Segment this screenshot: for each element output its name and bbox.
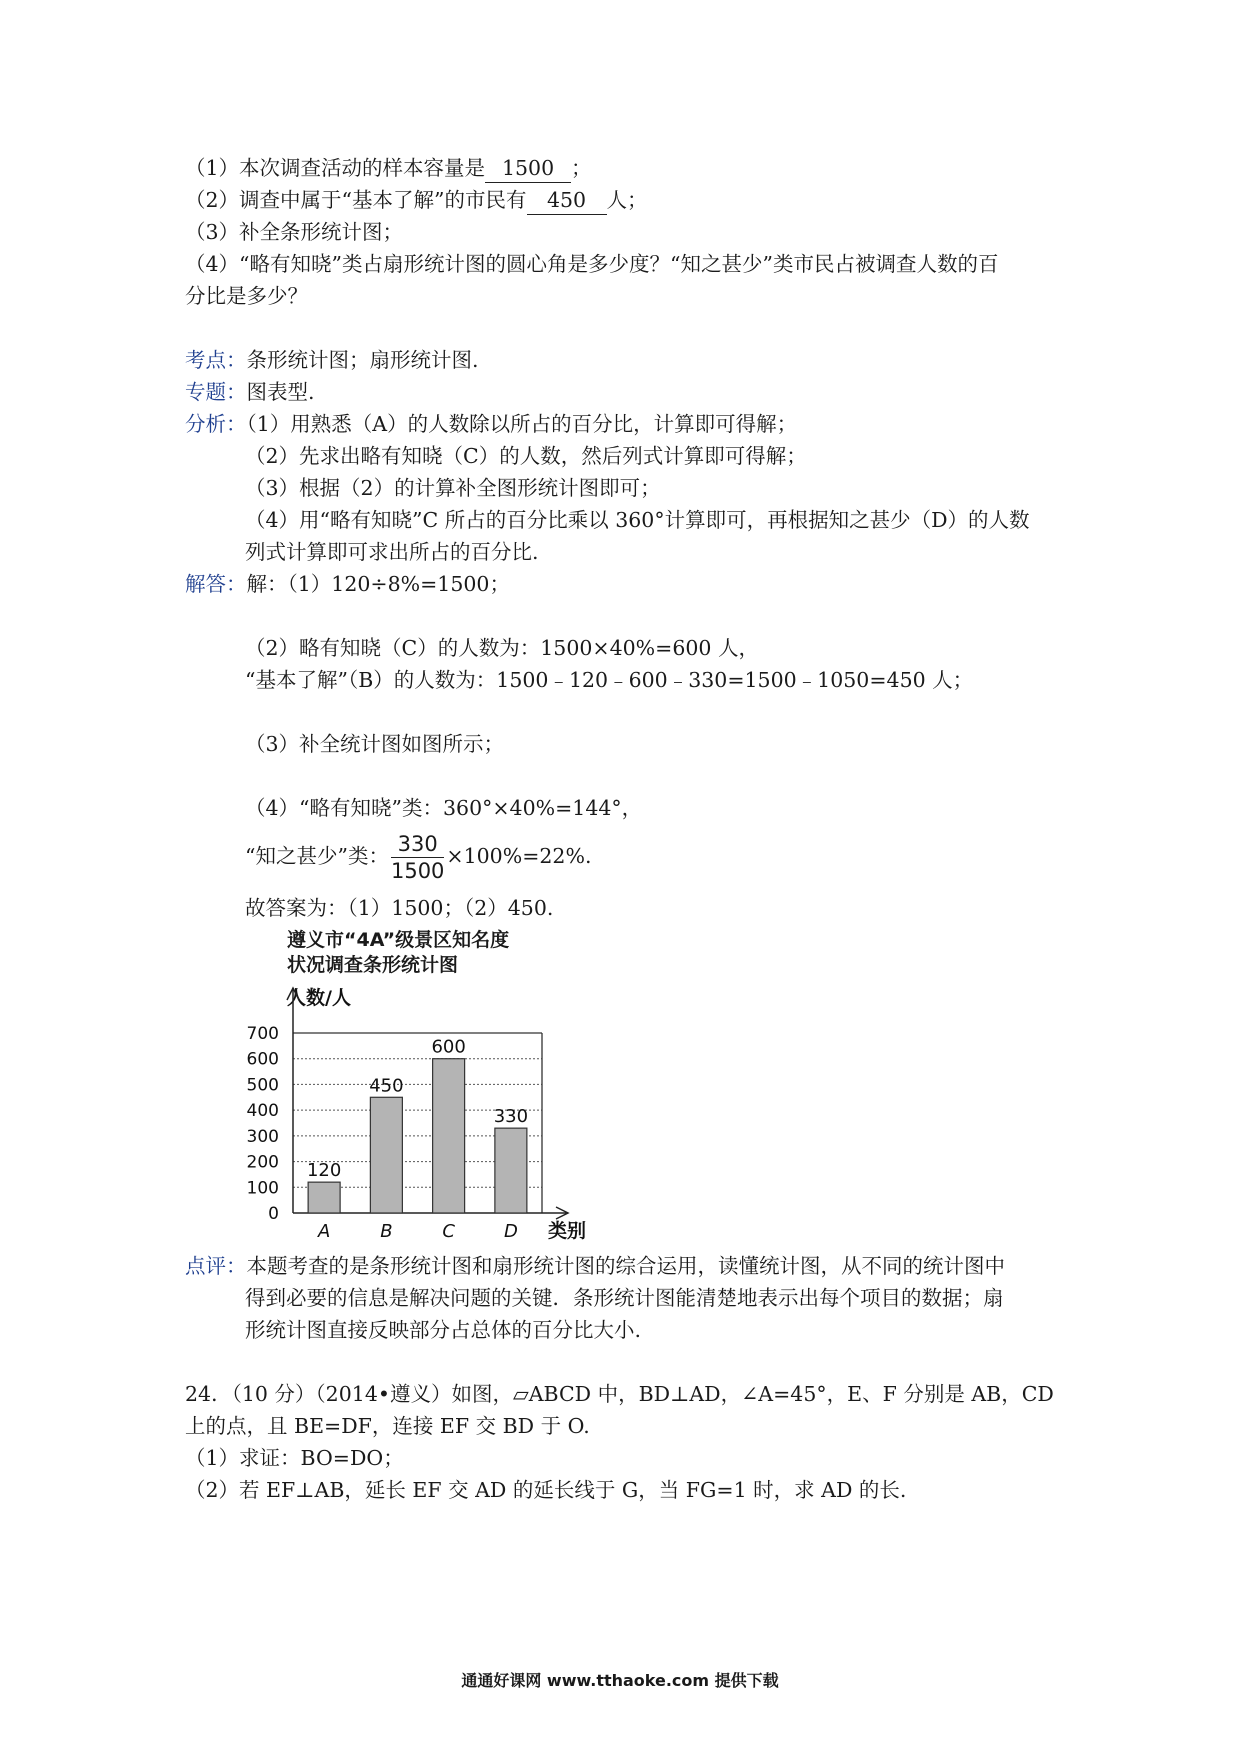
- bar-value-label: 330: [493, 1106, 529, 1128]
- question-2: [185, 186, 648, 215]
- x-tick-label: A: [317, 1221, 331, 1242]
- jieda-line-7: 故答案为：（1）1500；（2）450.: [245, 896, 554, 920]
- y-tick-label: 200: [246, 1152, 279, 1173]
- jieda-label: 解答：: [185, 572, 247, 596]
- y-tick-label: 500: [246, 1075, 279, 1096]
- kaodian: [185, 346, 479, 374]
- bar-C: [433, 1059, 465, 1213]
- answer-blank-2: 450: [527, 186, 607, 215]
- question-1: [185, 154, 592, 183]
- zhuanti-text: 图表型.: [246, 380, 315, 404]
- jieda-line-3: “基本了解”（B）的人数为：1500﹣120﹣600﹣330=1500﹣1050=450 人；: [245, 668, 974, 692]
- question-3: （3）补全条形统计图；: [185, 220, 404, 244]
- answer-blank-1: 1500: [485, 154, 571, 183]
- q24-line-4: （2）若 EF⊥AB，延长 EF 交 AD 的延长线于 G，当 FG=1 时，求 AD 的长.: [185, 1478, 907, 1502]
- bar-B: [370, 1097, 402, 1213]
- fenxi-line-4: （4）用“略有知晓”C 所占的百分比乘以 360°计算即可，再根据知之甚少（D）的人数: [245, 508, 1030, 532]
- bar-value-label: 450: [369, 1075, 404, 1097]
- x-tick-label: B: [380, 1221, 393, 1242]
- y-tick-label: 700: [246, 1024, 279, 1044]
- y-axis-label: 人数/人: [287, 987, 351, 1009]
- zhuanti-label: 专题：: [185, 380, 247, 404]
- question-2-text: （2）调查中属于“基本了解”的市民有: [185, 188, 527, 212]
- fenxi-text-1: （1）用熟悉（A）的人数除以所占的百分比，计算即可得解；: [246, 412, 798, 436]
- chart-title-line-1: 遵义市“4A”级景区知名度: [287, 929, 510, 951]
- fenxi-label: 分析：: [185, 412, 247, 436]
- bar-value-label: 600: [431, 1036, 466, 1058]
- dianping-label: 点评：: [185, 1254, 247, 1278]
- jieda-text-6-tail: ×100%=22%.: [446, 844, 592, 868]
- bar-D: [495, 1128, 527, 1213]
- zhuanti: [185, 378, 315, 406]
- bar-A: [308, 1182, 340, 1213]
- dianping-line-3: 形统计图直接反映部分占总体的百分比大小.: [245, 1318, 642, 1342]
- jieda-line-6: [245, 828, 591, 884]
- kaodian-label: 考点：: [185, 348, 247, 372]
- x-tick-label: C: [442, 1221, 455, 1242]
- question-1-tail: ；: [571, 156, 592, 180]
- jieda-text-6: “知之甚少”类：: [245, 844, 389, 868]
- jieda-line-4: （3）补全统计图如图所示；: [245, 732, 505, 756]
- question-1-text: （1）本次调查活动的样本容量是: [185, 156, 486, 180]
- q24-line-3: （1）求证：BO=DO；: [185, 1446, 404, 1470]
- y-tick-label: 600: [246, 1049, 279, 1070]
- y-tick-label: 100: [246, 1178, 279, 1199]
- dianping-line-2: 得到必要的信息是解决问题的关键．条形统计图能清楚地表示出每个项目的数据；扇: [245, 1286, 1004, 1310]
- question-4-line-1: （4）“略有知晓”类占扇形统计图的圆心角是多少度？“知之甚少”类市民占被调查人数的百: [185, 252, 999, 276]
- bar-chart: [0, 980, 1240, 1280]
- fraction-numerator: 330: [391, 831, 444, 858]
- chart-title-line-2: 状况调查条形统计图: [287, 954, 459, 976]
- jieda-text-1: 解：（1）120÷8%=1500；: [246, 572, 510, 596]
- fraction-denominator: 1500: [390, 859, 445, 883]
- x-tick-label: D: [503, 1221, 518, 1242]
- y-tick-label: 0: [268, 1204, 279, 1224]
- y-tick-label: 400: [246, 1101, 279, 1122]
- jieda-line-1: [185, 570, 510, 598]
- dianping-text-1: 本题考查的是条形统计图和扇形统计图的综合运用，读懂统计图，从不同的统计图中: [246, 1254, 1005, 1278]
- kaodian-text: 条形统计图；扇形统计图.: [246, 348, 479, 372]
- jieda-line-5: （4）“略有知晓”类：360°×40%=144°，: [245, 796, 643, 820]
- jieda-line-2: （2）略有知晓（C）的人数为：1500×40%=600 人，: [245, 636, 759, 660]
- question-4-line-2: 分比是多少？: [185, 284, 308, 308]
- fraction: [391, 831, 444, 884]
- q24-line-2: 上的点，且 BE=DF，连接 EF 交 BD 于 O.: [185, 1414, 590, 1438]
- question-2-tail: 人；: [606, 188, 648, 212]
- bar-value-label: 120: [306, 1160, 342, 1182]
- dianping-line-1: [185, 1252, 1005, 1280]
- y-tick-label: 300: [246, 1126, 279, 1147]
- fenxi-line-2: （2）先求出略有知晓（C）的人数，然后列式计算即可得解；: [245, 444, 807, 468]
- fenxi-line-3: （3）根据（2）的计算补全图形统计图即可；: [245, 476, 661, 500]
- footer: 通通好课网 www.tthaoke.com 提供下载: [461, 1671, 779, 1690]
- x-axis-label: 类别: [548, 1220, 587, 1242]
- q24-line-1: 24．（10 分）（2014•遵义）如图，▱ABCD 中，BD⊥AD，∠A=45°，E、F 分别是 AB，CD: [185, 1382, 1054, 1406]
- fenxi-line-1: [185, 410, 797, 438]
- fenxi-line-5: 列式计算即可求出所占的百分比.: [245, 540, 539, 564]
